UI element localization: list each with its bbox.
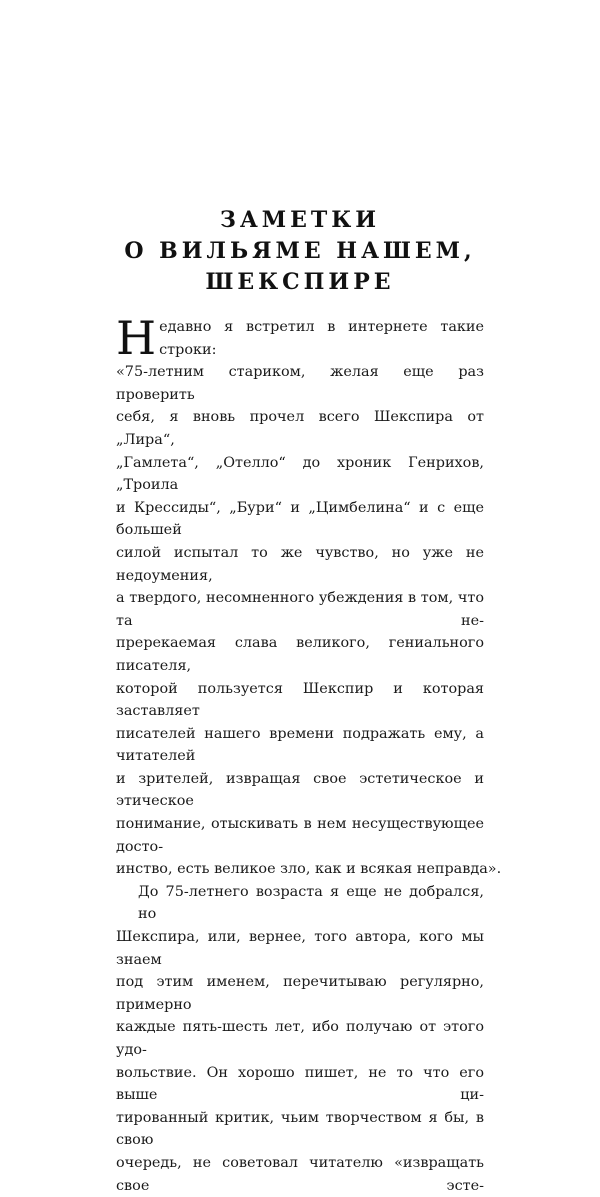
text-line: «75-летним стариком, желая еще раз проверить	[116, 364, 484, 403]
text-line: понимание, отыскивать в нем несуществующее досто-	[116, 816, 484, 855]
text-line: инство, есть великое зло, как и всякая неправда».	[116, 861, 502, 878]
heading-line-1: ЗАМЕТКИ	[219, 207, 381, 233]
text-line: „Гамлета“, „Отелло“ до хроник Генрихов, „Троила	[116, 454, 484, 494]
text-line: которой пользуется Шекспир и которая заставляет	[116, 680, 484, 720]
text-line: писателей нашего времени подражать ему, а читателей	[116, 725, 484, 765]
text-line: вольствие. Он хорошо пишет, не то что его выше ци-	[116, 1064, 484, 1104]
text-line: под этим именем, перечитываю регулярно, примерно	[116, 974, 484, 1013]
chapter-heading	[0, 205, 600, 298]
text-line: каждые пять-шесть лет, ибо получаю от этого удо-	[116, 1019, 484, 1058]
text-line: и Крессиды“, „Бури“ и „Цимбелина“ и с еще большей	[116, 499, 484, 539]
heading-line-3: ШЕКСПИРЕ	[205, 269, 395, 295]
text-line: До 75-летнего возраста я еще не добрался, но	[138, 883, 484, 923]
text-line: силой испытал то же чувство, но уже не недоумения,	[116, 544, 484, 584]
text-line: Шекспира, или, вернее, того автора, кого мы знаем	[116, 929, 484, 968]
paragraph-2	[116, 881, 484, 1197]
text-line: очередь, не советовал читателю «извращать свое эсте-	[116, 1154, 484, 1194]
text-line: едавно я встретил в интернете такие строки:	[159, 319, 484, 358]
text-line: пререкаемая слава великого, гениального писателя,	[116, 635, 484, 674]
text-line: и зрителей, извращая свое эстетическое и этическое	[116, 770, 484, 810]
paragraph-1	[116, 311, 502, 881]
drop-cap: Н	[116, 311, 157, 365]
text-line: а твердого, несомненного убеждения в том, что та не-	[116, 590, 484, 629]
heading-line-2: О ВИЛЬЯМЕ НАШЕМ,	[124, 238, 476, 264]
body-text	[116, 311, 502, 1197]
text-line: себя, я вновь прочел всего Шекспира от „Лира“,	[116, 409, 484, 448]
text-line: тированный критик, чьим творчеством я бы, в свою	[116, 1109, 484, 1149]
